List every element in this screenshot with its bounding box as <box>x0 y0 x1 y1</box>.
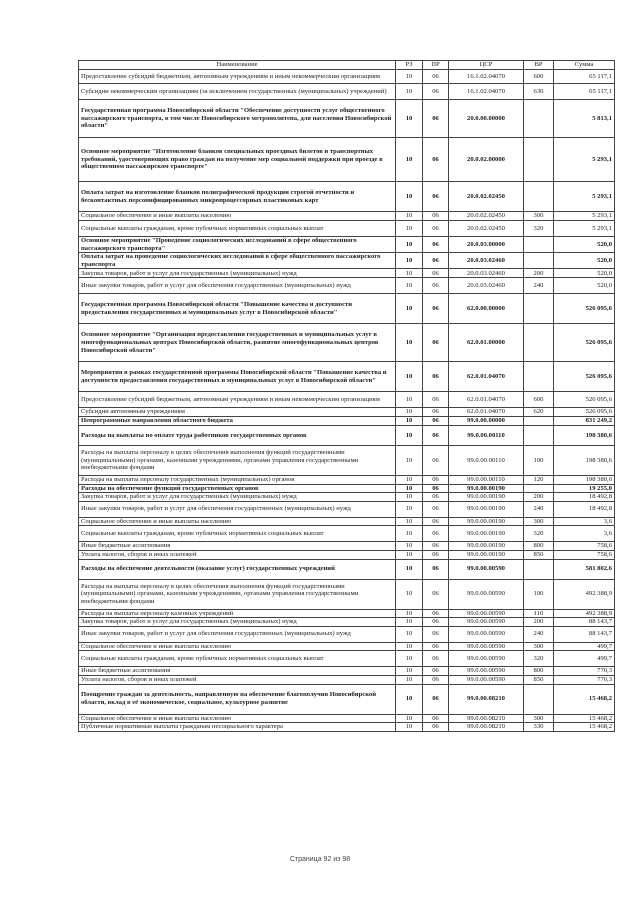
table-row <box>79 626 615 642</box>
row-sum: 5 293,1 <box>554 182 615 212</box>
row-sum: 831 249,2 <box>554 416 615 425</box>
row-rz: 10 <box>396 70 423 84</box>
row-vr: 240 <box>524 501 554 517</box>
table-row <box>79 475 615 484</box>
row-name: Расходы на выплаты персоналу в целях обеспечения выполнения функций государственными (муниципальными) органами, казенными учреждениями, органами управления государственными внебюджетными фондами <box>79 579 396 609</box>
row-rz: 10 <box>396 484 423 493</box>
row-pr: 06 <box>423 253 449 269</box>
row-csr: 99.0.00.00590 <box>449 667 524 676</box>
row-vr <box>524 559 554 579</box>
row-rz: 10 <box>396 501 423 517</box>
row-pr: 06 <box>423 723 449 732</box>
row-vr: 800 <box>524 667 554 676</box>
row-rz: 10 <box>396 362 423 392</box>
row-csr: 20.0.03.02460 <box>449 253 524 269</box>
row-sum: 65 117,1 <box>554 84 615 100</box>
row-name: Государственная программа Новосибирской области "Обеспечение доступности услуг общественного пассажирского транспорта, в том числе Новосибирского метрополитена, для населения Новосибирской области" <box>79 100 396 138</box>
row-csr: 99.0.00.00190 <box>449 517 524 526</box>
row-rz: 10 <box>396 517 423 526</box>
row-sum: 5 293,1 <box>554 138 615 182</box>
table-row <box>79 542 615 551</box>
row-pr: 06 <box>423 278 449 294</box>
row-sum: 526 095,6 <box>554 362 615 392</box>
row-sum: 88 143,7 <box>554 618 615 627</box>
row-rz: 10 <box>396 408 423 417</box>
row-sum: 198 380,6 <box>554 425 615 445</box>
row-pr: 06 <box>423 684 449 714</box>
row-csr: 99.0.00.00590 <box>449 642 524 651</box>
table-row <box>79 324 615 362</box>
row-pr: 06 <box>423 526 449 542</box>
row-name: Расходы на обеспечение деятельности (оказание услуг) государственных учреждений <box>79 559 396 579</box>
table-row <box>79 675 615 684</box>
row-csr: 62.0.01.04070 <box>449 408 524 417</box>
table-row <box>79 517 615 526</box>
row-csr: 99.0.00.00190 <box>449 484 524 493</box>
row-pr: 06 <box>423 416 449 425</box>
row-vr <box>524 138 554 182</box>
row-vr: 300 <box>524 642 554 651</box>
row-name: Расходы на выплаты по оплате труда работников государственных органов <box>79 425 396 445</box>
row-rz: 10 <box>396 542 423 551</box>
row-csr: 99.0.00.00110 <box>449 445 524 475</box>
row-csr: 20.0.03.02460 <box>449 278 524 294</box>
row-csr: 20.0.02.00000 <box>449 138 524 182</box>
row-csr: 99.0.00.00190 <box>449 550 524 559</box>
table-row <box>79 526 615 542</box>
row-csr: 99.0.00.00190 <box>449 493 524 502</box>
row-vr: 300 <box>524 517 554 526</box>
row-rz: 10 <box>396 100 423 138</box>
row-vr <box>524 237 554 253</box>
row-pr: 06 <box>423 138 449 182</box>
table-row <box>79 138 615 182</box>
row-sum: 3,6 <box>554 526 615 542</box>
table-row <box>79 651 615 667</box>
row-vr: 850 <box>524 675 554 684</box>
row-rz: 10 <box>396 651 423 667</box>
row-csr: 99.0.00.00590 <box>449 626 524 642</box>
row-name: Мероприятия в рамках государственной программы Новосибирской области "Повышение качества и доступности предоставления государственных и муниципальных услуг в Новосибирской области" <box>79 362 396 392</box>
row-pr: 06 <box>423 550 449 559</box>
row-vr <box>524 484 554 493</box>
row-name: Иные закупки товаров, работ и услуг для обеспечения государственных (муниципальных) нужд <box>79 278 396 294</box>
row-vr <box>524 253 554 269</box>
row-sum: 526 095,6 <box>554 324 615 362</box>
row-name: Социальные выплаты гражданам, кроме публичных нормативных социальных выплат <box>79 651 396 667</box>
row-vr: 300 <box>524 714 554 723</box>
row-rz: 10 <box>396 526 423 542</box>
row-sum: 492 388,9 <box>554 579 615 609</box>
row-rz: 10 <box>396 550 423 559</box>
table-row <box>79 278 615 294</box>
row-csr: 99.0.00.00190 <box>449 526 524 542</box>
table-row <box>79 618 615 627</box>
row-name: Государственная программа Новосибирской области "Повышение качества и доступности предоставления государственных и муниципальных услуг в Новосибирской области" <box>79 294 396 324</box>
table-row <box>79 445 615 475</box>
table-row <box>79 484 615 493</box>
row-name: Оплата затрат на изготовление бланков полиграфической продукции строгой отчетности и бесконтактных персонифицированных микропроцессорных пластиковых карт <box>79 182 396 212</box>
row-pr: 06 <box>423 642 449 651</box>
row-rz: 10 <box>396 221 423 237</box>
row-rz: 10 <box>396 609 423 618</box>
row-vr: 800 <box>524 542 554 551</box>
header-sum: Сумма <box>554 61 615 70</box>
table-row <box>79 294 615 324</box>
row-rz: 10 <box>396 278 423 294</box>
row-csr: 62.0.01.00000 <box>449 324 524 362</box>
table-row <box>79 212 615 221</box>
row-vr <box>524 100 554 138</box>
table-row <box>79 609 615 618</box>
row-rz: 10 <box>396 237 423 253</box>
row-rz: 10 <box>396 253 423 269</box>
row-pr: 06 <box>423 294 449 324</box>
row-pr: 06 <box>423 425 449 445</box>
row-rz: 10 <box>396 642 423 651</box>
row-sum: 3,6 <box>554 517 615 526</box>
table-row <box>79 100 615 138</box>
row-rz: 10 <box>396 618 423 627</box>
table-row <box>79 392 615 408</box>
row-vr: 630 <box>524 84 554 100</box>
table-row <box>79 501 615 517</box>
row-vr: 620 <box>524 408 554 417</box>
row-rz: 10 <box>396 269 423 278</box>
row-pr: 06 <box>423 70 449 84</box>
row-vr <box>524 324 554 362</box>
table-row <box>79 714 615 723</box>
row-csr: 62.0.00.00000 <box>449 294 524 324</box>
row-vr: 850 <box>524 550 554 559</box>
row-rz: 10 <box>396 84 423 100</box>
row-sum: 499,7 <box>554 651 615 667</box>
table-row <box>79 416 615 425</box>
row-sum: 526 095,6 <box>554 392 615 408</box>
row-vr <box>524 362 554 392</box>
row-csr: 20.0.02.02450 <box>449 212 524 221</box>
table-row <box>79 362 615 392</box>
row-pr: 06 <box>423 392 449 408</box>
table-row <box>79 84 615 100</box>
header-vr: ВР <box>524 61 554 70</box>
row-sum: 5 293,1 <box>554 212 615 221</box>
row-name: Закупка товаров, работ и услуг для государственных (муниципальных) нужд <box>79 269 396 278</box>
row-pr: 06 <box>423 609 449 618</box>
table-row <box>79 559 615 579</box>
table-row <box>79 269 615 278</box>
row-name: Публичные нормативные выплаты гражданам несоциального характера <box>79 723 396 732</box>
row-rz: 10 <box>396 579 423 609</box>
row-vr: 240 <box>524 278 554 294</box>
row-csr: 20.0.03.02460 <box>449 269 524 278</box>
row-sum: 770,3 <box>554 667 615 676</box>
row-sum: 758,6 <box>554 550 615 559</box>
row-pr: 06 <box>423 517 449 526</box>
row-csr: 99.0.00.00590 <box>449 609 524 618</box>
row-pr: 06 <box>423 714 449 723</box>
row-sum: 15 468,2 <box>554 714 615 723</box>
row-sum: 520,0 <box>554 253 615 269</box>
row-csr: 99.0.00.08210 <box>449 684 524 714</box>
table-header-row <box>79 61 615 70</box>
table-row <box>79 221 615 237</box>
row-sum: 526 095,6 <box>554 294 615 324</box>
row-vr: 200 <box>524 493 554 502</box>
row-vr: 110 <box>524 609 554 618</box>
row-name: Социальное обеспечение и иные выплаты населению <box>79 714 396 723</box>
row-pr: 06 <box>423 182 449 212</box>
row-pr: 06 <box>423 493 449 502</box>
row-sum: 758,6 <box>554 542 615 551</box>
row-sum: 18 492,8 <box>554 493 615 502</box>
row-name: Социальные выплаты гражданам, кроме публичных нормативных социальных выплат <box>79 526 396 542</box>
row-name: Расходы на выплаты персоналу казенных учреждений <box>79 609 396 618</box>
table-row <box>79 237 615 253</box>
row-csr: 20.0.02.02450 <box>449 221 524 237</box>
row-vr: 200 <box>524 269 554 278</box>
row-pr: 06 <box>423 667 449 676</box>
row-rz: 10 <box>396 138 423 182</box>
row-sum: 526 095,6 <box>554 408 615 417</box>
row-rz: 10 <box>396 425 423 445</box>
row-name: Уплата налогов, сборов и иных платежей <box>79 550 396 559</box>
row-pr: 06 <box>423 501 449 517</box>
row-csr: 99.0.00.00190 <box>449 542 524 551</box>
row-rz: 10 <box>396 182 423 212</box>
row-rz: 10 <box>396 392 423 408</box>
row-rz: 10 <box>396 667 423 676</box>
row-name: Иные закупки товаров, работ и услуг для обеспечения государственных (муниципальных) нужд <box>79 626 396 642</box>
row-pr: 06 <box>423 237 449 253</box>
row-pr: 06 <box>423 651 449 667</box>
row-sum: 65 117,1 <box>554 70 615 84</box>
table-row <box>79 667 615 676</box>
row-rz: 10 <box>396 675 423 684</box>
row-vr <box>524 294 554 324</box>
row-vr: 600 <box>524 392 554 408</box>
row-sum: 770,3 <box>554 675 615 684</box>
row-sum: 520,0 <box>554 237 615 253</box>
row-csr: 99.0.00.00590 <box>449 579 524 609</box>
table-row <box>79 642 615 651</box>
row-sum: 5 813,1 <box>554 100 615 138</box>
row-pr: 06 <box>423 362 449 392</box>
row-vr: 320 <box>524 651 554 667</box>
row-csr: 99.0.00.08210 <box>449 723 524 732</box>
table-row <box>79 493 615 502</box>
row-name: Иные закупки товаров, работ и услуг для обеспечения государственных (муниципальных) нужд <box>79 501 396 517</box>
row-rz: 10 <box>396 212 423 221</box>
row-rz: 10 <box>396 559 423 579</box>
row-vr: 240 <box>524 626 554 642</box>
row-sum: 18 492,8 <box>554 501 615 517</box>
row-name: Социальные выплаты гражданам, кроме публичных нормативных социальных выплат <box>79 221 396 237</box>
row-rz: 10 <box>396 714 423 723</box>
row-sum: 198 380,6 <box>554 445 615 475</box>
row-csr: 99.0.00.00590 <box>449 618 524 627</box>
row-csr: 99.0.00.00110 <box>449 425 524 445</box>
row-csr: 99.0.00.00590 <box>449 651 524 667</box>
row-name: Расходы на обеспечение функций государственных органов <box>79 484 396 493</box>
row-csr: 20.0.00.00000 <box>449 100 524 138</box>
row-vr: 100 <box>524 445 554 475</box>
row-name: Субсидии некоммерческим организациям (за исключением государственных (муниципальных) учреждений) <box>79 84 396 100</box>
row-name: Иные бюджетные ассигнования <box>79 667 396 676</box>
row-vr <box>524 425 554 445</box>
row-sum: 499,7 <box>554 642 615 651</box>
row-csr: 62.0.01.04070 <box>449 392 524 408</box>
row-pr: 06 <box>423 212 449 221</box>
row-name: Социальное обеспечение и иные выплаты населению <box>79 517 396 526</box>
row-name: Иные бюджетные ассигнования <box>79 542 396 551</box>
row-vr: 300 <box>524 212 554 221</box>
row-vr: 120 <box>524 475 554 484</box>
row-name: Расходы на выплаты персоналу в целях обеспечения выполнения функций государственными (муниципальными) органами, казенными учреждениями, органами управления государственными внебюджетными фондами <box>79 445 396 475</box>
row-name: Непрограммные направления областного бюджета <box>79 416 396 425</box>
table-row <box>79 684 615 714</box>
row-sum: 88 143,7 <box>554 626 615 642</box>
table-row <box>79 70 615 84</box>
row-csr: 99.0.00.00590 <box>449 559 524 579</box>
row-csr: 99.0.00.00590 <box>449 675 524 684</box>
table-row <box>79 723 615 732</box>
row-rz: 10 <box>396 416 423 425</box>
row-vr: 600 <box>524 70 554 84</box>
row-vr <box>524 416 554 425</box>
row-sum: 520,0 <box>554 269 615 278</box>
row-pr: 06 <box>423 542 449 551</box>
row-vr: 320 <box>524 221 554 237</box>
row-name: Социальное обеспечение и иные выплаты населению <box>79 642 396 651</box>
header-name: Наименование <box>79 61 396 70</box>
table-body <box>79 70 615 732</box>
row-pr: 06 <box>423 408 449 417</box>
row-sum: 520,0 <box>554 278 615 294</box>
row-rz: 10 <box>396 626 423 642</box>
table-row <box>79 408 615 417</box>
table-row <box>79 182 615 212</box>
row-pr: 06 <box>423 445 449 475</box>
row-name: Основное мероприятие "Изготовление бланков специальных проездных билетов и транспортных требований, удостоверяющих право граждан на получение мер социальной поддержки при проезде в общественном пассажирском транспорте" <box>79 138 396 182</box>
table-row <box>79 425 615 445</box>
row-name: Уплата налогов, сборов и иных платежей <box>79 675 396 684</box>
row-pr: 06 <box>423 84 449 100</box>
row-rz: 10 <box>396 324 423 362</box>
row-pr: 06 <box>423 475 449 484</box>
row-pr: 06 <box>423 221 449 237</box>
row-csr: 99.0.00.00000 <box>449 416 524 425</box>
row-vr <box>524 684 554 714</box>
row-name: Социальное обеспечение и иные выплаты населению <box>79 212 396 221</box>
row-pr: 06 <box>423 618 449 627</box>
row-name: Основное мероприятие "Организация предоставления государственных и муниципальных услуг в многофункциональных центрах Новосибирской области, развитие многофункциональных центров Новосибирской области" <box>79 324 396 362</box>
row-csr: 99.0.00.08210 <box>449 714 524 723</box>
row-rz: 10 <box>396 493 423 502</box>
page-number: Страница 92 из 98 <box>289 856 351 863</box>
row-name: Поощрение граждан за деятельность, направленную на обеспечение благополучия Новосибирской области, вклад в её экономическое, социальное, культурное развитие <box>79 684 396 714</box>
row-pr: 06 <box>423 324 449 362</box>
row-csr: 20.0.02.02450 <box>449 182 524 212</box>
row-name: Предоставление субсидий бюджетным, автономным учреждениям и иным некоммерческим организациям <box>79 392 396 408</box>
row-name: Расходы на выплаты персоналу государственных (муниципальных) органов <box>79 475 396 484</box>
row-csr: 99.0.00.00110 <box>449 475 524 484</box>
table-row <box>79 253 615 269</box>
row-name: Закупка товаров, работ и услуг для государственных (муниципальных) нужд <box>79 618 396 627</box>
row-pr: 06 <box>423 484 449 493</box>
header-rz: РЗ <box>396 61 423 70</box>
row-name: Предоставление субсидий бюджетным, автономным учреждениям и иным некоммерческим организациям <box>79 70 396 84</box>
row-rz: 10 <box>396 294 423 324</box>
row-sum: 5 293,1 <box>554 221 615 237</box>
row-name: Основное мероприятие "Проведение социологических исследований в сфере общественного пассажирского транспорта" <box>79 237 396 253</box>
row-pr: 06 <box>423 100 449 138</box>
row-sum: 198 380,6 <box>554 475 615 484</box>
row-csr: 20.0.03.00000 <box>449 237 524 253</box>
row-pr: 06 <box>423 626 449 642</box>
header-pr: ПР <box>423 61 449 70</box>
row-sum: 15 468,2 <box>554 684 615 714</box>
row-vr <box>524 182 554 212</box>
row-sum: 19 255,0 <box>554 484 615 493</box>
row-rz: 10 <box>396 723 423 732</box>
table-row <box>79 579 615 609</box>
row-rz: 10 <box>396 684 423 714</box>
row-pr: 06 <box>423 675 449 684</box>
budget-table-container <box>78 60 612 732</box>
row-rz: 10 <box>396 445 423 475</box>
row-csr: 99.0.00.00190 <box>449 501 524 517</box>
row-vr: 330 <box>524 723 554 732</box>
table-row <box>79 550 615 559</box>
row-rz: 10 <box>396 475 423 484</box>
row-vr: 320 <box>524 526 554 542</box>
budget-table <box>78 60 615 732</box>
row-sum: 581 802,6 <box>554 559 615 579</box>
row-csr: 62.0.01.04070 <box>449 362 524 392</box>
row-pr: 06 <box>423 579 449 609</box>
row-name: Субсидии автономным учреждениям <box>79 408 396 417</box>
row-pr: 06 <box>423 559 449 579</box>
row-pr: 06 <box>423 269 449 278</box>
row-name: Оплата затрат на проведение социологических исследований в сфере общественного пассажирского транспорта <box>79 253 396 269</box>
header-csr: ЦСР <box>449 61 524 70</box>
row-csr: 16.1.02.04070 <box>449 70 524 84</box>
row-vr: 100 <box>524 579 554 609</box>
row-sum: 15 468,2 <box>554 723 615 732</box>
row-csr: 16.1.02.04070 <box>449 84 524 100</box>
row-name: Закупка товаров, работ и услуг для государственных (муниципальных) нужд <box>79 493 396 502</box>
row-sum: 492 388,9 <box>554 609 615 618</box>
row-vr: 200 <box>524 618 554 627</box>
